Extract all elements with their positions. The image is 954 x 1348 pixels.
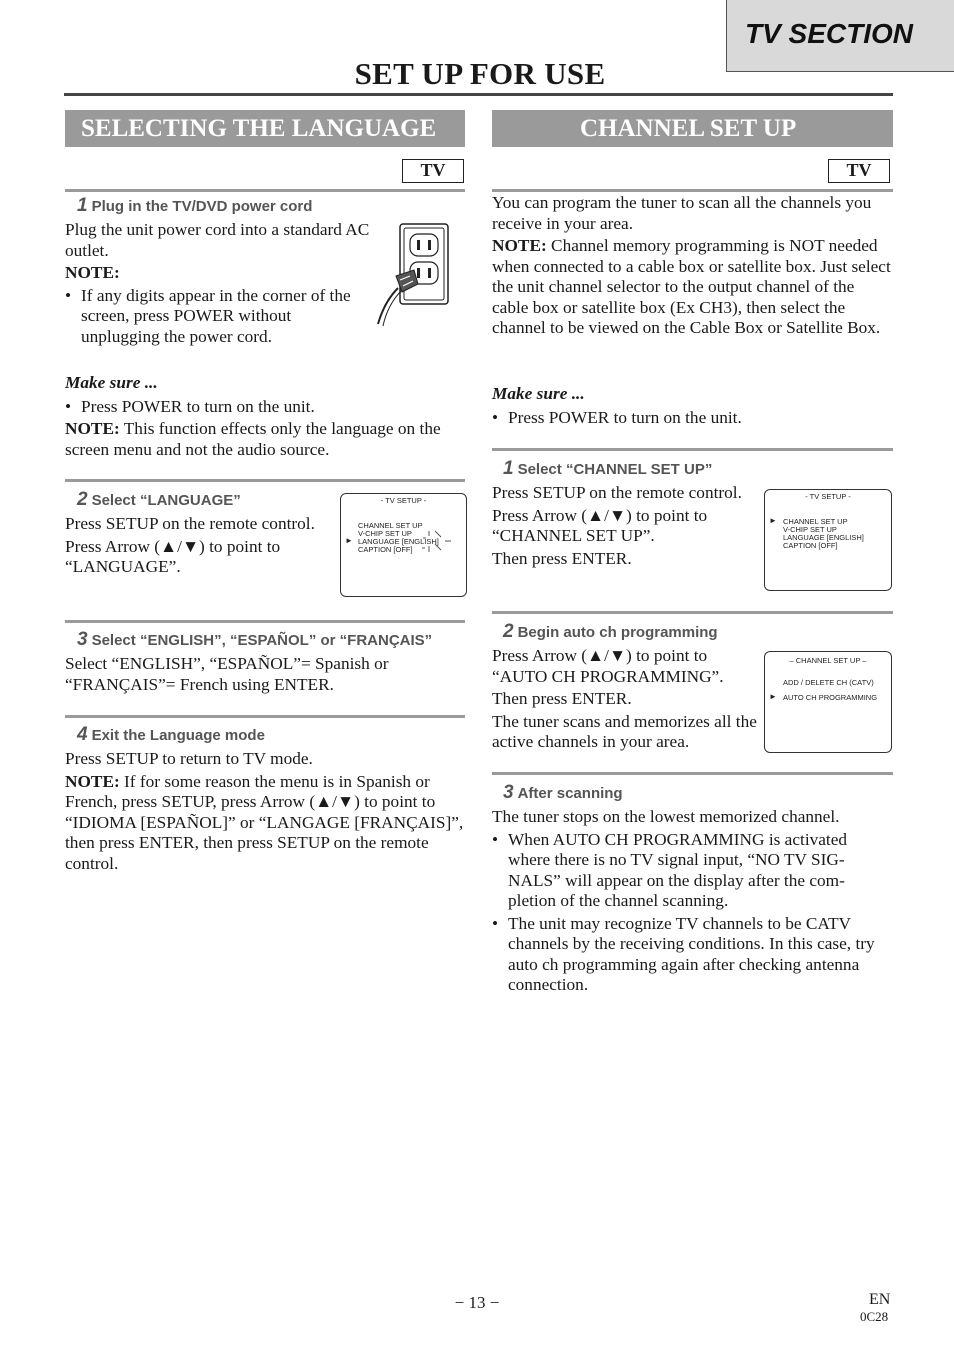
step-heading xyxy=(503,782,623,804)
ch-step2-content xyxy=(492,646,760,753)
screen-item: ADD / DELETE CH (CATV) xyxy=(783,678,874,687)
step-heading xyxy=(77,195,312,217)
step-title: Select “LANGUAGE” xyxy=(91,492,241,509)
screen-title: - TV SETUP - xyxy=(380,496,427,505)
step-number: 1 xyxy=(503,458,514,479)
step-title: Begin auto ch programming xyxy=(517,624,718,641)
ch-step2-line2: Then press ENTER. xyxy=(492,689,632,708)
page-number: − 13 − xyxy=(454,1293,500,1312)
screen-item: CAPTION [OFF] xyxy=(358,545,413,554)
step-title: Select “ENGLISH”, “ESPAÑOL” or “FRANÇAIS” xyxy=(91,632,433,649)
step-title: Plug in the TV/DVD power cord xyxy=(91,198,313,215)
step3-content xyxy=(65,654,465,695)
screen-item: V-CHIP SET UP xyxy=(358,529,412,538)
channel-intro: You can program the tuner to scan all the channels you receive in your area. xyxy=(492,193,872,233)
step-divider xyxy=(65,715,465,718)
screen-item: V-CHIP SET UP xyxy=(783,525,837,534)
section-header-selecting-language: SELECTING THE LANGUAGE xyxy=(65,110,465,147)
screen-title: – CHANNEL SET UP – xyxy=(789,656,867,665)
ch-step3-bullet: • When AUTO CH PROGRAMMING is activated where there is no TV signal input, “NO TV SIG-NALS” will appear on the display after the com-pletion of the channel scanning. xyxy=(492,830,892,912)
step-heading xyxy=(503,458,712,480)
step-divider xyxy=(492,189,893,192)
step-divider xyxy=(492,611,893,614)
step-divider xyxy=(65,189,465,192)
tv-tag: TV xyxy=(828,159,890,183)
step4-line1: Press SETUP to return to TV mode. xyxy=(65,749,313,768)
step4-note: NOTE: If for some reason the menu is in Spanish or French, press SETUP, press Arrow (▲/▼) to point to “IDIOMA [ESPAÑOL]” or “LANGAGE [FRANÇAIS]”, then press ENTER, then press SETUP on the remote control. xyxy=(65,771,464,873)
ch-step1-line3: Then press ENTER. xyxy=(492,548,632,568)
screen-item: LANGUAGE [ENGLISH] xyxy=(783,533,864,542)
cursor-arrow-icon: ► xyxy=(769,692,777,701)
step-title: After scanning xyxy=(517,785,623,802)
step-number: 2 xyxy=(77,489,88,510)
screen-title: - TV SETUP - xyxy=(805,492,851,501)
step2-line2: Press Arrow (▲/▼) to point to “LANGUAGE”. xyxy=(65,536,281,576)
document-code: 0C28 xyxy=(860,1309,889,1324)
make-sure-label: Make sure ... xyxy=(65,373,158,392)
step-divider xyxy=(65,479,465,482)
step-divider xyxy=(492,448,893,451)
step-number: 1 xyxy=(77,195,88,216)
make-sure-label: Make sure ... xyxy=(492,384,585,403)
ch-step1-line2: Press Arrow (▲/▼) to point to “CHANNEL SET UP”. xyxy=(492,505,708,545)
step-number: 4 xyxy=(77,724,88,745)
page-title: SET UP FOR USE xyxy=(354,56,606,91)
ch-step1-line1: Press SETUP on the remote control. xyxy=(492,483,742,502)
step-heading xyxy=(77,489,241,511)
language-code: EN xyxy=(869,1291,891,1308)
cursor-arrow-icon: ► xyxy=(345,536,353,545)
cursor-arrow-icon: ► xyxy=(769,516,777,525)
step1-content xyxy=(65,220,373,347)
step-heading xyxy=(503,621,718,643)
channel-intro-block xyxy=(492,193,894,339)
tv-setup-screen xyxy=(764,489,892,591)
make-sure-block xyxy=(492,384,892,428)
language-note: NOTE: This function effects only the language on the screen menu and not the audio source. xyxy=(65,419,441,459)
ch-step2-line1: Press Arrow (▲/▼) to point to “AUTO CH PROGRAMMING”. xyxy=(492,646,724,686)
screen-item: CHANNEL SET UP xyxy=(783,517,848,526)
step2-content xyxy=(65,514,337,578)
step-heading xyxy=(77,629,432,651)
screen-item: AUTO CH PROGRAMMING xyxy=(783,693,878,702)
ch-step2-line3: The tuner scans and memorizes all the active channels in your area. xyxy=(492,711,757,751)
ch-step3-bullet: • The unit may recognize TV channels to be CATV channels by the receiving conditions. In this case, try auto ch programming again after checking antenna connection. xyxy=(492,914,892,996)
ch-step3-line1: The tuner stops on the lowest memorized channel. xyxy=(492,807,840,826)
step-number: 2 xyxy=(503,621,514,642)
note-label: NOTE: xyxy=(65,263,120,282)
step-number: 3 xyxy=(503,782,514,803)
make-sure-bullet: • Press POWER to turn on the unit. xyxy=(492,408,892,429)
title-divider xyxy=(64,93,893,96)
step-heading xyxy=(77,724,265,746)
step3-body: Select “ENGLISH”, “ESPAÑOL”= Spanish or “FRANÇAIS”= French using ENTER. xyxy=(65,654,389,694)
step-divider xyxy=(65,620,465,623)
note-bullet: • If any digits appear in the corner of the screen, press POWER without unplugging the power cord. xyxy=(65,286,373,348)
screen-item: CHANNEL SET UP xyxy=(358,521,423,530)
tv-tag: TV xyxy=(402,159,464,183)
ch-step1-content xyxy=(492,483,766,569)
tv-section-label: TV SECTION xyxy=(745,18,914,49)
screen-item: LANGUAGE [ENGLISH] xyxy=(358,537,439,546)
step-title: Exit the Language mode xyxy=(91,727,265,744)
step-title: Select “CHANNEL SET UP” xyxy=(517,461,713,478)
step-divider xyxy=(492,772,893,775)
screen-item: CAPTION [OFF] xyxy=(783,541,838,550)
power-outlet-illustration xyxy=(374,218,466,328)
channel-note: NOTE: Channel memory programming is NOT needed when connected to a cable box or satellite box. Just select the unit channel selector to the output channel of the cable box or satellite box (Ex CH3), then select the channel to be viewed on the Cable Box or Satellite Box. xyxy=(492,236,891,337)
step2-line1: Press SETUP on the remote control. xyxy=(65,514,315,533)
section-header-channel-set-up: CHANNEL SET UP xyxy=(492,110,893,147)
step1-body: Plug the unit power cord into a standard AC outlet. xyxy=(65,220,370,260)
step-number: 3 xyxy=(77,629,88,650)
make-sure-block xyxy=(65,373,465,460)
make-sure-bullet: • Press POWER to turn on the unit. xyxy=(65,397,465,418)
highlight-lines xyxy=(421,528,455,554)
step4-content xyxy=(65,749,465,874)
channel-set-up-screen xyxy=(764,651,892,753)
tv-setup-screen xyxy=(340,493,467,597)
ch-step3-content xyxy=(492,807,892,996)
